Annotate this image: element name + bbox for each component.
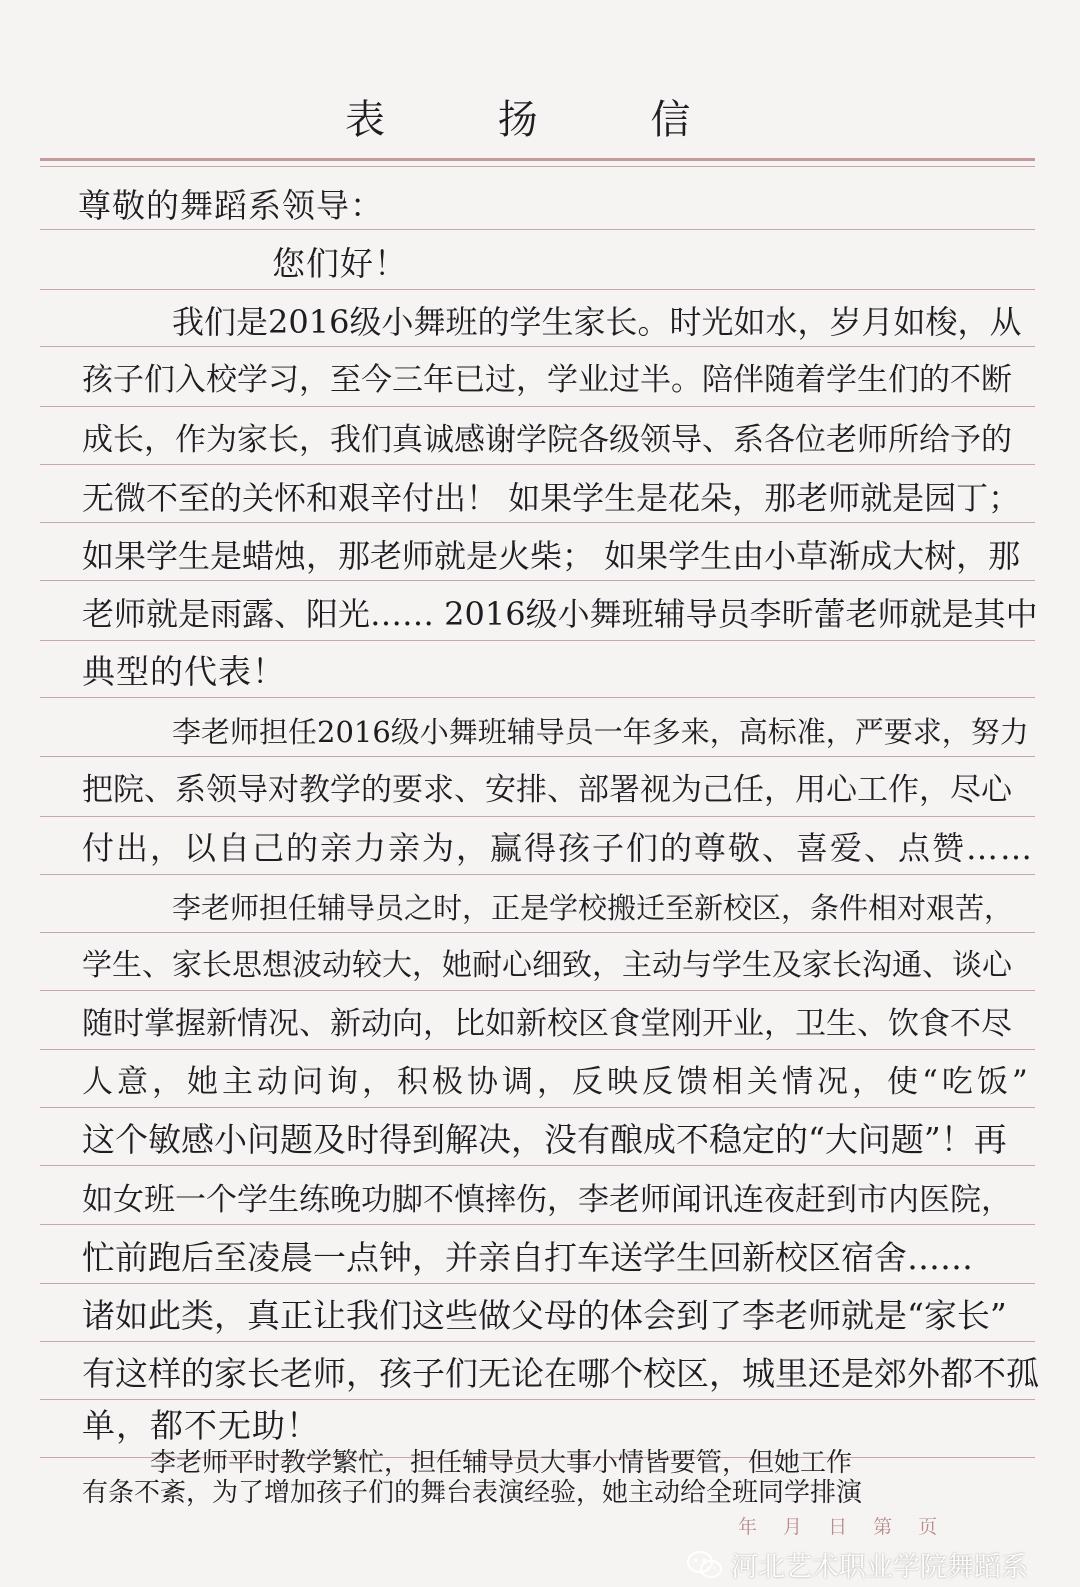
watermark-text: 河北艺术职业学院舞蹈系 (731, 1552, 1028, 1583)
letter-line: 人意，她主动问询，积极协调，反映反馈相关情况，使“吃饭” (82, 1064, 1032, 1100)
ruled-line (40, 640, 1035, 641)
letter-line: 孩子们入校学习，至今三年已过，学业过半。陪伴随着学生们的不断 (82, 362, 1012, 398)
letter-line: 李老师担任辅导员之时，正是学校搬迁至新校区，条件相对艰苦， (172, 891, 1014, 925)
letter-line: 忙前跑后至凌晨一点钟，并亲自打车送学生回新校区宿舍…… (82, 1238, 973, 1277)
ruled-line (40, 580, 1035, 581)
greeting: 您们好！ (272, 244, 408, 283)
ruled-line (40, 346, 1035, 347)
page-footer-date: 年 月 日 第 页 (738, 1516, 948, 1538)
watermark (687, 1545, 1028, 1584)
letter-line: 付出，以自己的亲力亲为，赢得孩子们的尊敬、喜爱、点赞…… (82, 829, 1035, 867)
ruled-line (40, 1224, 1035, 1225)
letter-line: 有条不紊，为了增加孩子们的舞台表演经验，她主动给全班同学排演 (82, 1478, 863, 1508)
ruled-line (40, 229, 1035, 230)
letter-line: 如果学生是蜡烛，那老师就是火柴； 如果学生由小草渐成大树，那 (82, 537, 1021, 575)
ruled-line (40, 990, 1035, 991)
letter-line: 如女班一个学生练晚功脚不慎摔伤，李老师闻讯连夜赶到市内医院， (82, 1182, 1012, 1218)
letter-line: 把院、系领导对教学的要求、安排、部署视为己任，用心工作，尽心 (82, 772, 1012, 808)
ruled-line (40, 1283, 1035, 1284)
letter-line: 李老师担任2016级小舞班辅导员一年多来，高标准，严要求，努力 (172, 715, 1029, 749)
ruled-line (40, 1107, 1035, 1108)
ruled-line (40, 289, 1035, 290)
ruled-line (40, 406, 1035, 407)
letter-line: 学生、家长思想波动较大，她耐心细致，主动与学生及家长沟通、谈心 (82, 948, 1012, 983)
salutation: 尊敬的舞蹈系领导： (78, 186, 384, 225)
ruled-line (40, 1049, 1035, 1050)
ruled-line (40, 1399, 1035, 1400)
letter-line: 诸如此类，真正让我们这些做父母的体会到了李老师就是“家长” (82, 1296, 1007, 1335)
letter-line: 有这样的家长老师，孩子们无论在哪个校区，城里还是郊外都不孤 (82, 1354, 1039, 1393)
wechat-icon (687, 1551, 723, 1579)
letter-line: 成长，作为家长，我们真诚感谢学院各级领导、系各位老师所给予的 (82, 422, 1012, 458)
letter-title: 表 扬 信 (345, 97, 741, 143)
letter-line: 李老师平时教学繁忙，担任辅导员大事小情皆要管，但她工作 (150, 1448, 853, 1478)
letter-line: 老师就是雨露、阳光…… 2016级小舞班辅导员李昕蕾老师就是其中 (82, 595, 1038, 633)
ruled-line (40, 816, 1035, 817)
letter-line: 这个敏感小问题及时得到解决，没有酿成不稳定的“大问题”！再 (82, 1120, 1007, 1159)
letter-line: 典型的代表！ (82, 652, 286, 691)
header-rule (40, 158, 1035, 161)
letter-line: 我们是2016级小舞班的学生家长。时光如水，岁月如梭，从 (172, 303, 1022, 341)
ruled-line (40, 464, 1035, 465)
letter-line: 无微不至的关怀和艰辛付出！ 如果学生是花朵，那老师就是园丁； (82, 479, 1021, 517)
letter-line: 单，都不无助！ (82, 1406, 320, 1445)
header-rule-thin (40, 166, 1035, 167)
letter-line: 随时掌握新情况、新动向，比如新校区食堂刚开业，卫生、饮食不尽 (82, 1006, 1012, 1042)
ruled-line (40, 1341, 1035, 1342)
ruled-line (40, 522, 1035, 523)
ruled-line (40, 756, 1035, 757)
ruled-line (40, 697, 1035, 698)
ruled-line (40, 932, 1035, 933)
ruled-line (40, 874, 1035, 875)
ruled-line (40, 1165, 1035, 1166)
